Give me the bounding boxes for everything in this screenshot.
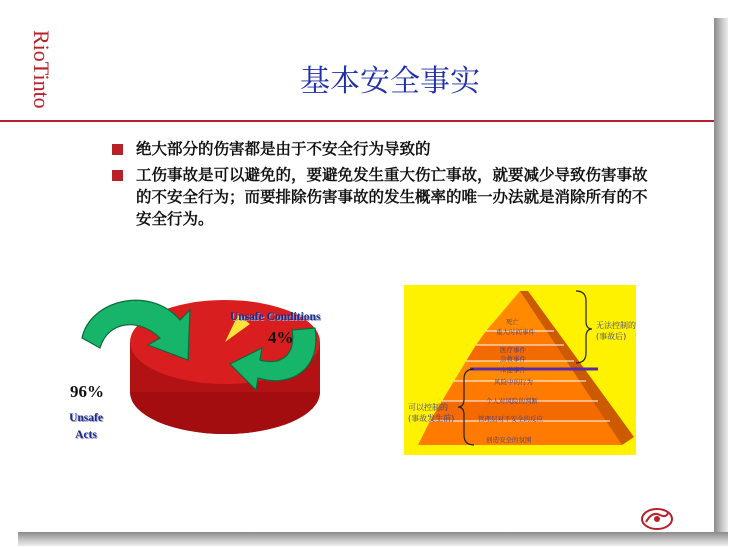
- pyramid-level-1b: 重大时间事件: [496, 328, 535, 336]
- slide-shadow-bottom: [18, 532, 728, 546]
- company-seal-icon: [640, 507, 674, 531]
- bullet-square-icon: [112, 144, 123, 155]
- label-unsafe-acts: [64, 410, 108, 444]
- bullet-square-icon: [112, 170, 123, 181]
- bullet-item: [112, 138, 652, 160]
- slide-title: 基本安全事实: [300, 64, 480, 99]
- riotinto-logo: RioTinto: [29, 30, 54, 109]
- pyramid-level-6: 管理层对不安全的反应: [478, 415, 543, 423]
- slide-shadow-right: [714, 18, 728, 546]
- label-uncontrollable: 无法控制的 (事故后): [596, 321, 636, 341]
- pyramid-level-2b: 急救事件: [500, 355, 526, 363]
- bullet-item: [112, 164, 652, 230]
- pyramid-level-1: 死亡: [506, 318, 519, 326]
- bullet-text: 工伤事故是可以避免的，要避免发生重大伤亡事故，就要减少导致伤害事故的不安全行为；而要排除伤害事故的发生概率的唯一办法就是消除所有的不安全行为。: [136, 166, 648, 228]
- label-pct-conditions: 4%: [268, 328, 294, 347]
- label-controllable: 可以控制的 (事故发生前): [408, 403, 455, 423]
- label-pct-acts: 96%: [70, 382, 104, 401]
- pyramid-level-4: 风险中的行为: [494, 378, 533, 386]
- label-unsafe-acts-line1: Unsafe: [69, 412, 103, 424]
- bullet-text: 绝大部分的伤害都是由于不安全行为导致的: [136, 140, 431, 158]
- bullet-list: [112, 138, 652, 234]
- pyramid-level-7: 创造安全的氛围: [486, 436, 532, 444]
- pyramid-level-5: 个人对风险的判断: [486, 397, 538, 405]
- label-unsafe-acts-line2: Acts: [75, 429, 97, 441]
- label-unsafe-conditions: Unsafe Conditions: [230, 311, 321, 323]
- pyramid-level-2: 医疗事件: [500, 346, 526, 354]
- header-rule: [0, 120, 714, 122]
- pyramid-level-3: 未遂事件: [500, 366, 526, 374]
